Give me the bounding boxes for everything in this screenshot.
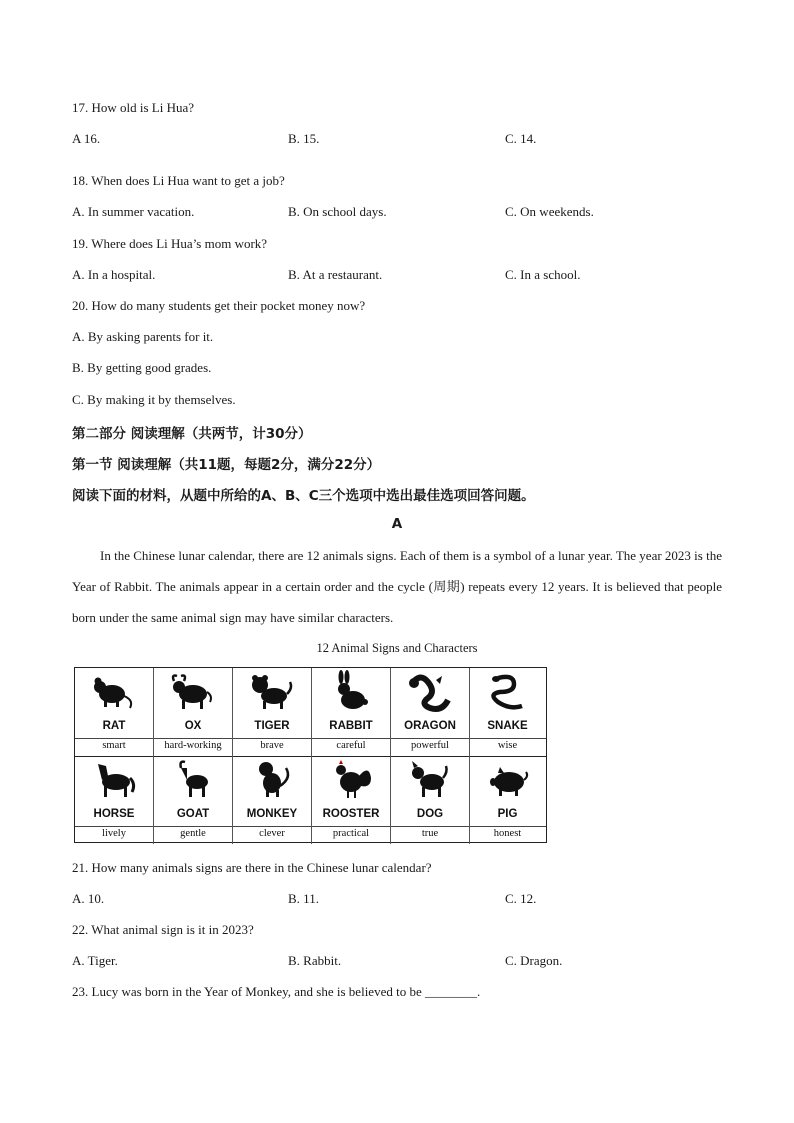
goat-icon [169,758,217,806]
animal-cell [75,756,154,844]
animal-trait: clever [259,828,285,839]
pig-icon [484,758,532,806]
animal-trait: careful [336,740,366,751]
animal-trait: lively [102,828,126,839]
q18-option-a: A. In summer vacation. [72,204,195,219]
q20-option-a: A. By asking parents for it. [72,329,214,344]
animal-signs-table [74,667,547,843]
question-20: 20. How do many students get their pocket money now? [72,298,366,313]
animal-cell [312,668,391,756]
animal-cell [391,668,470,756]
question-23: 23. Lucy was born in the Year of Monkey, and she is believed to be ________. [72,984,481,999]
question-22: 22. What animal sign is it in 2023? [72,922,254,937]
animal-cell [470,756,545,844]
passage-label: A [391,516,403,532]
q20-option-c: C. By making it by themselves. [72,392,236,407]
q21-option-a: A. 10. [72,891,105,906]
q17-option-a: A 16. [72,131,101,146]
animal-cell [470,668,545,756]
dragon-icon [406,670,454,718]
animal-trait: brave [260,740,284,751]
rooster-icon [327,758,375,806]
passage-text: In the Chinese lunar calendar, there are 12 animals signs. Each of them is a symbol of a lunar year. The year 2023 is the Year of Rabbit. The animals appear in a certain order and the cycle (周期) repeats every 12 years. It is believed that people born under the same animal sign may have similar characters. [72,548,722,625]
animal-name: SNAKE [487,720,528,732]
q19-option-a: A. In a hospital. [72,267,156,282]
animal-trait: wise [497,740,518,751]
animal-name: RAT [102,720,126,732]
animal-trait: true [421,828,439,839]
q21-option-b: B. 11. [288,891,319,906]
animal-cell [233,756,312,844]
rabbit-icon [327,670,375,718]
question-18: 18. When does Li Hua want to get a job? [72,173,285,188]
animal-name: RABBIT [329,720,373,732]
question-21: 21. How many animals signs are there in the Chinese lunar calendar? [72,860,432,875]
animal-name: MONKEY [246,808,298,820]
animal-cell [154,756,233,844]
table-title: 12 Animal Signs and Characters [316,641,478,655]
animal-trait: hard-working [164,740,222,751]
question-19: 19. Where does Li Hua’s mom work? [72,236,268,251]
q20-option-b: B. By getting good grades. [72,360,212,375]
ox-icon [169,670,217,718]
horse-icon [90,758,138,806]
snake-icon [484,670,532,718]
q22-option-a: A. Tiger. [72,953,118,968]
animal-name: ROOSTER [322,808,380,820]
q18-option-b: B. On school days. [288,204,387,219]
q21-option-c: C. 12. [505,891,537,906]
animal-cell [154,668,233,756]
animal-name: HORSE [93,808,135,820]
monkey-icon [248,758,296,806]
section-heading-part2: 第二部分 阅读理解（共两节，计30分） [72,426,312,442]
animal-trait: powerful [411,740,449,751]
q18-option-c: C. On weekends. [505,204,594,219]
q19-option-b: B. At a restaurant. [288,267,383,282]
animal-name: GOAT [176,808,210,820]
animal-cell [312,756,391,844]
animal-name: TIGER [254,720,290,732]
q17-option-c: C. 14. [505,131,537,146]
section-instruction: 阅读下面的材料，从题中所给的A、B、C三个选项中选出最佳选项回答问题。 [72,488,535,504]
animal-trait: practical [332,828,370,839]
animal-trait: honest [493,828,522,839]
dog-icon [406,758,454,806]
q17-option-b: B. 15. [288,131,320,146]
animal-cell [75,668,154,756]
section-heading-sec1: 第一节 阅读理解（共11题，每题2分，满分22分） [72,457,381,473]
animal-name: DOG [416,808,444,820]
q19-option-c: C. In a school. [505,267,581,282]
tiger-icon [248,670,296,718]
rat-icon [90,670,138,718]
animal-name: OX [184,720,202,732]
passage-paragraph [72,540,722,633]
q22-option-b: B. Rabbit. [288,953,342,968]
animal-cell [233,668,312,756]
animal-cell [391,756,470,844]
q22-option-c: C. Dragon. [505,953,563,968]
animal-trait: gentle [180,828,206,839]
animal-name: ORAGON [404,720,456,732]
question-17: 17. How old is Li Hua? [72,100,195,115]
animal-trait: smart [102,740,126,751]
animal-name: PIG [497,808,518,820]
